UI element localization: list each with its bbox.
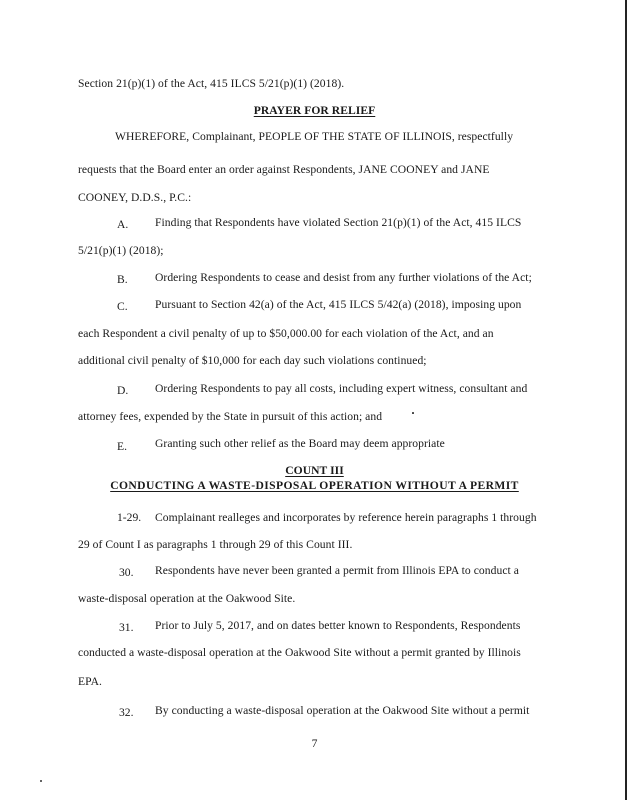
text-line: Section 21(p)(1) of the Act, 415 ILCS 5/21(p)(1) (2018). [78, 77, 345, 90]
item-marker: E. [117, 440, 127, 453]
item-marker: A. [117, 218, 129, 231]
item-marker: B. [117, 273, 128, 286]
scan-edge-artifact [625, 0, 627, 800]
paragraph-marker: 1-29. [117, 511, 142, 524]
paragraph-text: Complainant realleges and incorporates by reference herein paragraphs 1 through [155, 511, 537, 524]
scan-speck [412, 412, 414, 414]
text-line: additional civil penalty of $10,000 for each day such violations continued; [78, 354, 427, 367]
page-number: 7 [311, 737, 318, 750]
scan-speck [40, 780, 42, 782]
paragraph-text: Respondents have never been granted a permit from Illinois EPA to conduct a [155, 564, 519, 577]
text-line: 5/21(p)(1) (2018); [78, 244, 164, 257]
text-line: waste-disposal operation at the Oakwood Site. [78, 592, 296, 605]
paragraph-marker: 31. [119, 621, 134, 634]
item-marker: D. [117, 384, 129, 397]
text-line: 29 of Count I as paragraphs 1 through 29 of this Count III. [78, 538, 353, 551]
text-line: conducted a waste-disposal operation at the Oakwood Site without a permit granted by Illinois [78, 646, 521, 659]
count-subheading: CONDUCTING A WASTE-DISPOSAL OPERATION WITHOUT A PERMIT [110, 479, 519, 492]
prayer-heading: PRAYER FOR RELIEF [253, 104, 376, 117]
item-marker: C. [117, 300, 128, 313]
text-line: each Respondent a civil penalty of up to $50,000.00 for each violation of the Act, and an [78, 327, 494, 340]
text-line: COONEY, D.D.S., P.C.: [78, 191, 192, 204]
text-line: attorney fees, expended by the State in pursuit of this action; and [78, 410, 383, 423]
item-text: Ordering Respondents to pay all costs, including expert witness, consultant and [155, 382, 528, 395]
text-line: WHEREFORE, Complainant, PEOPLE OF THE STATE OF ILLINOIS, respectfully [115, 130, 514, 143]
item-text: Finding that Respondents have violated Section 21(p)(1) of the Act, 415 ILCS [155, 216, 522, 229]
text-line: EPA. [78, 675, 102, 688]
count-heading: COUNT III [285, 464, 344, 477]
item-text: Pursuant to Section 42(a) of the Act, 415 ILCS 5/42(a) (2018), imposing upon [155, 298, 522, 311]
paragraph-marker: 32. [119, 706, 134, 719]
paragraph-text: By conducting a waste-disposal operation at the Oakwood Site without a permit [155, 704, 530, 717]
text-line: requests that the Board enter an order against Respondents, JANE COONEY and JANE [78, 163, 490, 176]
paragraph-text: Prior to July 5, 2017, and on dates better known to Respondents, Respondents [155, 619, 521, 632]
item-text: Ordering Respondents to cease and desist from any further violations of the Act; [155, 271, 532, 284]
paragraph-marker: 30. [119, 566, 134, 579]
item-text: Granting such other relief as the Board may deem appropriate [155, 437, 445, 450]
